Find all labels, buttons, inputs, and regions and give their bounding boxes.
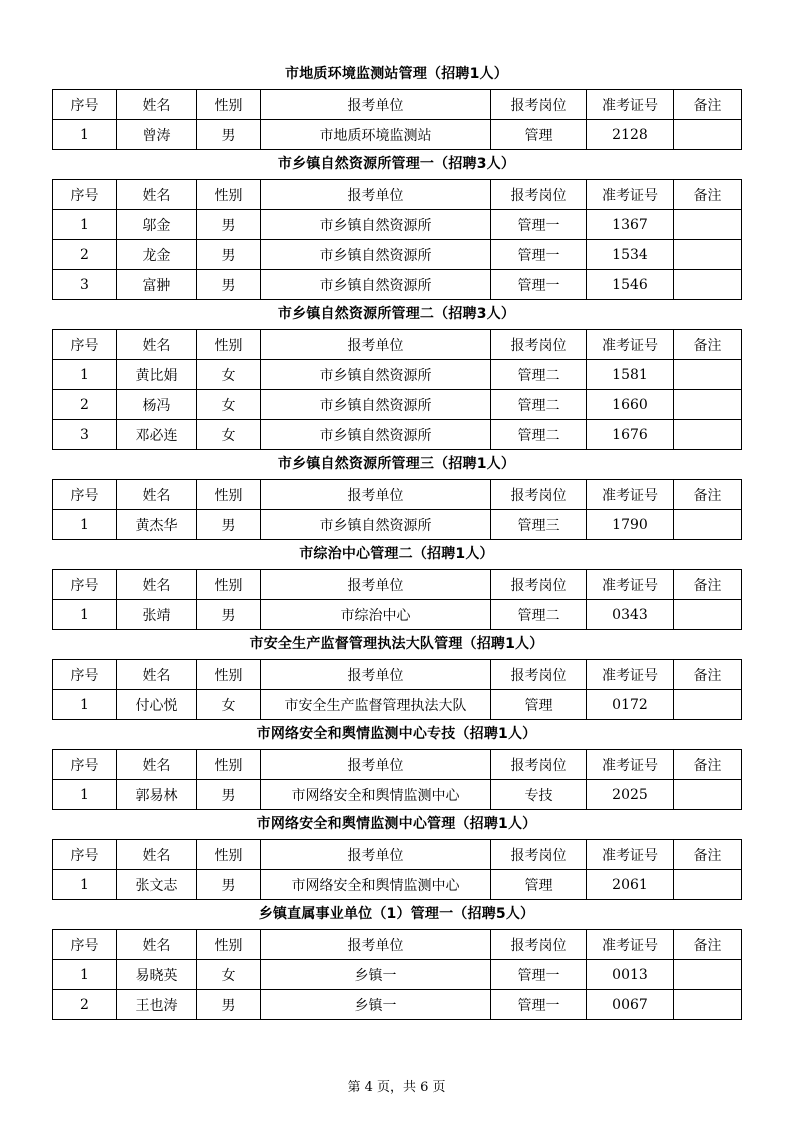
column-header: 报考单位 — [261, 570, 491, 600]
column-header: 性别 — [197, 180, 261, 210]
gender-cell: 男 — [197, 270, 261, 300]
serial-cell: 1 — [53, 510, 117, 540]
table-header-row — [53, 180, 742, 210]
recruitment-section — [52, 540, 741, 630]
column-header: 姓名 — [117, 180, 197, 210]
table-row — [53, 420, 742, 450]
column-header: 姓名 — [117, 480, 197, 510]
remark-cell — [674, 690, 742, 720]
gender-cell: 女 — [197, 420, 261, 450]
serial-cell: 1 — [53, 780, 117, 810]
column-header: 准考证号 — [587, 330, 674, 360]
table-row — [53, 360, 742, 390]
serial-cell: 1 — [53, 600, 117, 630]
column-header: 性别 — [197, 660, 261, 690]
exam-id-cell: 2025 — [587, 780, 674, 810]
column-header: 准考证号 — [587, 570, 674, 600]
column-header: 备注 — [674, 330, 742, 360]
serial-cell: 2 — [53, 390, 117, 420]
position-cell: 管理三 — [491, 510, 587, 540]
candidate-table — [52, 569, 742, 630]
table-header-row — [53, 750, 742, 780]
remark-cell — [674, 780, 742, 810]
column-header: 备注 — [674, 840, 742, 870]
exam-id-cell: 2128 — [587, 120, 674, 150]
column-header: 报考单位 — [261, 750, 491, 780]
name-cell: 黄比娟 — [117, 360, 197, 390]
unit-cell: 市乡镇自然资源所 — [261, 420, 491, 450]
column-header: 序号 — [53, 930, 117, 960]
gender-cell: 男 — [197, 120, 261, 150]
gender-cell: 女 — [197, 960, 261, 990]
section-title: 市乡镇自然资源所管理三（招聘1人） — [277, 456, 516, 472]
column-header: 性别 — [197, 330, 261, 360]
column-header: 姓名 — [117, 930, 197, 960]
column-header: 序号 — [53, 840, 117, 870]
position-cell: 管理一 — [491, 270, 587, 300]
recruitment-section — [52, 150, 741, 300]
table-header-row — [53, 660, 742, 690]
table-row — [53, 600, 742, 630]
column-header: 姓名 — [117, 660, 197, 690]
column-header: 报考岗位 — [491, 180, 587, 210]
table-row — [53, 960, 742, 990]
unit-cell: 市网络安全和舆情监测中心 — [261, 780, 491, 810]
remark-cell — [674, 240, 742, 270]
position-cell: 管理一 — [491, 240, 587, 270]
section-title: 市乡镇自然资源所管理二（招聘3人） — [277, 306, 516, 322]
remark-cell — [674, 390, 742, 420]
column-header: 报考岗位 — [491, 330, 587, 360]
column-header: 准考证号 — [587, 180, 674, 210]
candidate-table — [52, 179, 742, 300]
candidate-table — [52, 479, 742, 540]
serial-cell: 3 — [53, 420, 117, 450]
column-header: 序号 — [53, 330, 117, 360]
unit-cell: 乡镇一 — [261, 990, 491, 1020]
section-title: 市乡镇自然资源所管理一（招聘3人） — [277, 156, 516, 172]
column-header: 性别 — [197, 480, 261, 510]
section-title: 市网络安全和舆情监测中心专技（招聘1人） — [256, 726, 537, 742]
candidate-table — [52, 89, 742, 150]
column-header: 序号 — [53, 750, 117, 780]
column-header: 报考岗位 — [491, 480, 587, 510]
remark-cell — [674, 600, 742, 630]
exam-id-cell: 1581 — [587, 360, 674, 390]
exam-id-cell: 0172 — [587, 690, 674, 720]
table-header-row — [53, 480, 742, 510]
column-header: 性别 — [197, 840, 261, 870]
exam-id-cell: 0013 — [587, 960, 674, 990]
remark-cell — [674, 360, 742, 390]
column-header: 姓名 — [117, 840, 197, 870]
table-header-row — [53, 840, 742, 870]
recruitment-section — [52, 810, 741, 900]
gender-cell: 男 — [197, 210, 261, 240]
unit-cell: 市乡镇自然资源所 — [261, 360, 491, 390]
gender-cell: 男 — [197, 780, 261, 810]
remark-cell — [674, 270, 742, 300]
table-row — [53, 510, 742, 540]
column-header: 准考证号 — [587, 660, 674, 690]
name-cell: 张靖 — [117, 600, 197, 630]
candidate-table — [52, 839, 742, 900]
remark-cell — [674, 960, 742, 990]
column-header: 备注 — [674, 570, 742, 600]
column-header: 准考证号 — [587, 840, 674, 870]
gender-cell: 男 — [197, 870, 261, 900]
column-header: 序号 — [53, 180, 117, 210]
position-cell: 管理二 — [491, 420, 587, 450]
table-header-row — [53, 570, 742, 600]
column-header: 备注 — [674, 660, 742, 690]
exam-id-cell: 0343 — [587, 600, 674, 630]
table-row — [53, 780, 742, 810]
table-row — [53, 120, 742, 150]
remark-cell — [674, 210, 742, 240]
exam-id-cell: 1660 — [587, 390, 674, 420]
name-cell: 郭易林 — [117, 780, 197, 810]
serial-cell: 1 — [53, 960, 117, 990]
serial-cell: 1 — [53, 210, 117, 240]
unit-cell: 市乡镇自然资源所 — [261, 390, 491, 420]
position-cell: 专技 — [491, 780, 587, 810]
recruitment-section — [52, 630, 741, 720]
column-header: 报考单位 — [261, 90, 491, 120]
candidate-table — [52, 659, 742, 720]
section-title: 市综治中心管理二（招聘1人） — [299, 546, 494, 562]
column-header: 姓名 — [117, 570, 197, 600]
position-cell: 管理二 — [491, 600, 587, 630]
column-header: 报考单位 — [261, 840, 491, 870]
unit-cell: 市网络安全和舆情监测中心 — [261, 870, 491, 900]
column-header: 报考单位 — [261, 180, 491, 210]
serial-cell: 1 — [53, 870, 117, 900]
name-cell: 富翀 — [117, 270, 197, 300]
table-row — [53, 870, 742, 900]
exam-id-cell: 1676 — [587, 420, 674, 450]
column-header: 准考证号 — [587, 480, 674, 510]
remark-cell — [674, 870, 742, 900]
column-header: 报考单位 — [261, 660, 491, 690]
column-header: 性别 — [197, 750, 261, 780]
remark-cell — [674, 120, 742, 150]
column-header: 序号 — [53, 90, 117, 120]
name-cell: 邓必连 — [117, 420, 197, 450]
table-row — [53, 390, 742, 420]
serial-cell: 1 — [53, 120, 117, 150]
position-cell: 管理一 — [491, 990, 587, 1020]
column-header: 序号 — [53, 480, 117, 510]
column-header: 报考单位 — [261, 930, 491, 960]
table-row — [53, 210, 742, 240]
section-title: 乡镇直属事业单位（1）管理一（招聘5人） — [258, 906, 535, 922]
gender-cell: 女 — [197, 360, 261, 390]
name-cell: 杨冯 — [117, 390, 197, 420]
recruitment-section — [52, 450, 741, 540]
table-row — [53, 240, 742, 270]
name-cell: 龙金 — [117, 240, 197, 270]
column-header: 报考岗位 — [491, 90, 587, 120]
column-header: 序号 — [53, 660, 117, 690]
recruitment-section — [52, 60, 741, 150]
column-header: 备注 — [674, 480, 742, 510]
table-row — [53, 990, 742, 1020]
column-header: 报考单位 — [261, 330, 491, 360]
section-title: 市网络安全和舆情监测中心管理（招聘1人） — [256, 816, 537, 832]
name-cell: 曾涛 — [117, 120, 197, 150]
position-cell: 管理二 — [491, 390, 587, 420]
unit-cell: 市综治中心 — [261, 600, 491, 630]
unit-cell: 市乡镇自然资源所 — [261, 510, 491, 540]
exam-id-cell: 1546 — [587, 270, 674, 300]
exam-id-cell: 1534 — [587, 240, 674, 270]
recruitment-section — [52, 720, 741, 810]
gender-cell: 女 — [197, 390, 261, 420]
table-header-row — [53, 930, 742, 960]
serial-cell: 2 — [53, 240, 117, 270]
candidate-table — [52, 929, 742, 1020]
serial-cell: 1 — [53, 360, 117, 390]
name-cell: 张文志 — [117, 870, 197, 900]
candidate-table — [52, 329, 742, 450]
exam-id-cell: 0067 — [587, 990, 674, 1020]
gender-cell: 女 — [197, 690, 261, 720]
unit-cell: 乡镇一 — [261, 960, 491, 990]
column-header: 性别 — [197, 570, 261, 600]
column-header: 备注 — [674, 180, 742, 210]
column-header: 姓名 — [117, 90, 197, 120]
table-row — [53, 270, 742, 300]
unit-cell: 市乡镇自然资源所 — [261, 270, 491, 300]
gender-cell: 男 — [197, 240, 261, 270]
column-header: 准考证号 — [587, 90, 674, 120]
column-header: 报考岗位 — [491, 750, 587, 780]
column-header: 报考单位 — [261, 480, 491, 510]
name-cell: 王也涛 — [117, 990, 197, 1020]
exam-id-cell: 1790 — [587, 510, 674, 540]
page-footer: 第 4 页，共 6 页 — [347, 1080, 446, 1095]
position-cell: 管理 — [491, 120, 587, 150]
serial-cell: 1 — [53, 690, 117, 720]
column-header: 报考岗位 — [491, 840, 587, 870]
exam-id-cell: 2061 — [587, 870, 674, 900]
document-body — [52, 60, 741, 1020]
serial-cell: 3 — [53, 270, 117, 300]
section-title: 市安全生产监督管理执法大队管理（招聘1人） — [249, 636, 544, 652]
gender-cell: 男 — [197, 510, 261, 540]
remark-cell — [674, 990, 742, 1020]
column-header: 准考证号 — [587, 750, 674, 780]
gender-cell: 男 — [197, 600, 261, 630]
column-header: 报考岗位 — [491, 570, 587, 600]
column-header: 备注 — [674, 750, 742, 780]
column-header: 性别 — [197, 930, 261, 960]
name-cell: 付心悦 — [117, 690, 197, 720]
column-header: 备注 — [674, 90, 742, 120]
column-header: 报考岗位 — [491, 660, 587, 690]
position-cell: 管理一 — [491, 210, 587, 240]
table-header-row — [53, 330, 742, 360]
column-header: 序号 — [53, 570, 117, 600]
recruitment-section — [52, 900, 741, 1020]
name-cell: 邬金 — [117, 210, 197, 240]
table-row — [53, 690, 742, 720]
remark-cell — [674, 420, 742, 450]
serial-cell: 2 — [53, 990, 117, 1020]
candidate-table — [52, 749, 742, 810]
column-header: 备注 — [674, 930, 742, 960]
position-cell: 管理 — [491, 870, 587, 900]
gender-cell: 男 — [197, 990, 261, 1020]
recruitment-section — [52, 300, 741, 450]
unit-cell: 市地质环境监测站 — [261, 120, 491, 150]
name-cell: 黄杰华 — [117, 510, 197, 540]
column-header: 姓名 — [117, 750, 197, 780]
position-cell: 管理一 — [491, 960, 587, 990]
remark-cell — [674, 510, 742, 540]
exam-id-cell: 1367 — [587, 210, 674, 240]
column-header: 姓名 — [117, 330, 197, 360]
column-header: 性别 — [197, 90, 261, 120]
column-header: 准考证号 — [587, 930, 674, 960]
section-title: 市地质环境监测站管理（招聘1人） — [285, 66, 508, 82]
unit-cell: 市乡镇自然资源所 — [261, 240, 491, 270]
unit-cell: 市乡镇自然资源所 — [261, 210, 491, 240]
position-cell: 管理二 — [491, 360, 587, 390]
name-cell: 易晓英 — [117, 960, 197, 990]
unit-cell: 市安全生产监督管理执法大队 — [261, 690, 491, 720]
column-header: 报考岗位 — [491, 930, 587, 960]
table-header-row — [53, 90, 742, 120]
position-cell: 管理 — [491, 690, 587, 720]
